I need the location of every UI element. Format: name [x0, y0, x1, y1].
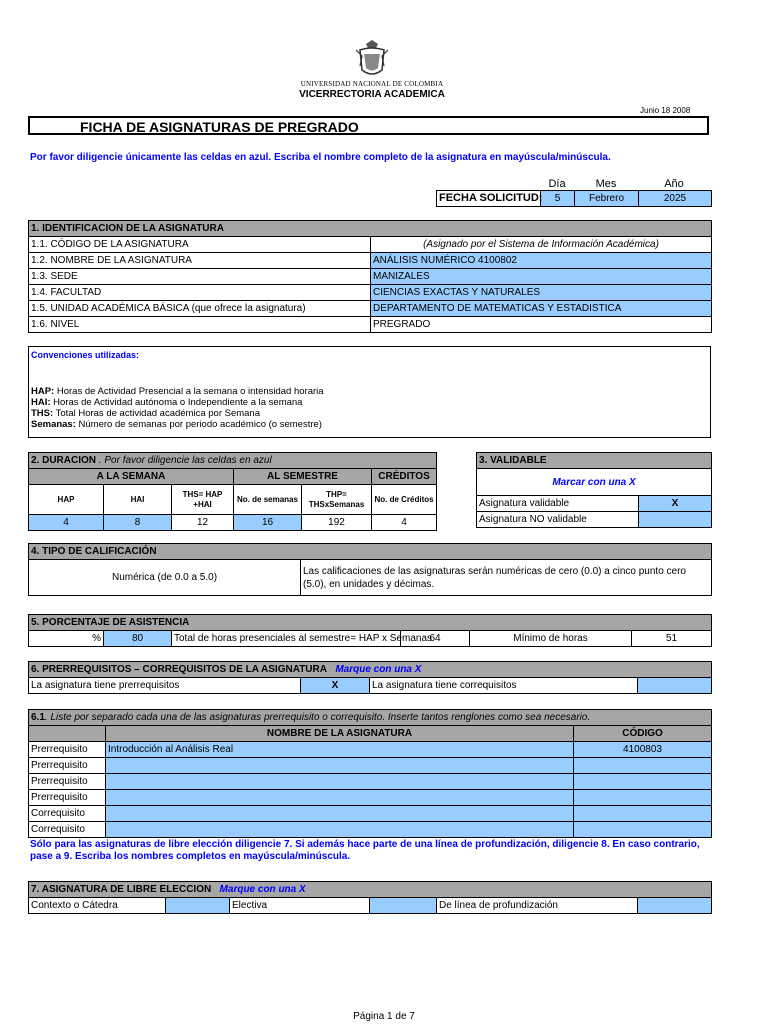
table-row [29, 758, 712, 774]
electiva-checkbox[interactable] [370, 898, 437, 914]
mes-label: Mes [595, 178, 617, 190]
convenciones-box [28, 346, 711, 438]
creditos-header: CRÉDITOS [372, 469, 437, 485]
validable-table [476, 452, 712, 528]
tiene-prerrequisitos-label: La asignatura tiene prerrequisitos [29, 678, 301, 694]
table-row [29, 806, 712, 822]
convencion-semanas: Semanas: Número de semanas por periodo académico (o semestre) [31, 419, 322, 430]
creditos-value: 4 [372, 515, 437, 531]
hap-header: HAP [29, 485, 104, 515]
total-horas-label: Total de horas presenciales al semestre= HAP x Semanas [172, 631, 401, 647]
unidad-input[interactable]: DEPARTAMENTO DE MATEMATICAS Y ESTADISTICA [371, 301, 712, 317]
hai-input[interactable]: 8 [104, 515, 172, 531]
nivel-value: PREGRADO [371, 317, 712, 333]
validable-title: 3. VALIDABLE [477, 453, 712, 469]
calificacion-type: Numérica (de 0.0 a 5.0) [29, 560, 301, 596]
codigo-value: (Asignado por el Sistema de Información Académica) [371, 237, 712, 253]
tipo-cell: Prerrequisito [29, 758, 106, 774]
linea-profundizacion-label: De línea de profundización [437, 898, 638, 914]
pct-label: % [29, 631, 104, 647]
contexto-catedra-label: Contexto o Cátedra [29, 898, 166, 914]
sede-label: 1.3. SEDE [29, 269, 371, 285]
duracion-title: 2. DURACION . Por favor diligencie las celdas en azul [29, 453, 437, 469]
tipo-cell: Prerrequisito [29, 790, 106, 806]
nombre-label: 1.2. NOMBRE DE LA ASIGNATURA [29, 253, 371, 269]
tipo-cell: Prerrequisito [29, 774, 106, 790]
tipo-cell: Correquisito [29, 822, 106, 838]
validable-label: Asignatura validable [477, 496, 639, 512]
prerrequisitos-title: 6. PRERREQUISITOS – CORREQUISITOS DE LA ASIGNATURA Marque con una X [29, 662, 712, 678]
convencion-hap: HAP: Horas de Actividad Presencial a la semana o intensidad horaria [31, 386, 324, 397]
nombre-asignatura-input[interactable] [106, 822, 574, 838]
tiene-correquisitos-label: La asignatura tiene correquisitos [370, 678, 638, 694]
nombre-asignatura-input[interactable] [106, 758, 574, 774]
thp-header: THP= THSxSemanas [302, 485, 372, 515]
calificacion-description: Las calificaciones de las asignaturas serán numéricas de cero (0.0) a cinco punto cero (5.0), en unidades y décimas. [301, 560, 712, 596]
page-title-box [28, 116, 709, 135]
nombre-asignatura-input[interactable] [106, 774, 574, 790]
codigo-input[interactable] [574, 806, 712, 822]
codigo-header: CÓDIGO [574, 726, 712, 742]
sede-input[interactable]: MANIZALES [371, 269, 712, 285]
libre-eleccion-title: 7. ASIGNATURA DE LIBRE ELECCION Marque con una X [29, 882, 712, 898]
fecha-ano-input[interactable]: 2025 [639, 191, 712, 207]
minimo-horas-label: Mínimo de horas [470, 631, 632, 647]
thp-value: 192 [302, 515, 372, 531]
convenciones-title: Convenciones utilizadas: [31, 350, 140, 360]
fecha-mes-input[interactable]: Febrero [575, 191, 639, 207]
pct-input[interactable]: 80 [104, 631, 172, 647]
facultad-input[interactable]: CIENCIAS EXACTAS Y NATURALES [371, 285, 712, 301]
calificacion-title: 4. TIPO DE CALIFICACIÓN [29, 544, 712, 560]
minimo-horas-value: 51 [632, 631, 712, 647]
nombre-asignatura-input[interactable]: Introducción al Análisis Real [106, 742, 574, 758]
num-creditos-header: No. de Créditos [372, 485, 437, 515]
libre-eleccion-note: Sólo para las asignaturas de libre elección diligencie 7. Si además hace parte de una línea de profundización, diligencie 8. En caso contrario, pase a 9. Escriba los nombres completos en mayúscula/minúscula. [30, 839, 700, 862]
tipo-cell: Correquisito [29, 806, 106, 822]
table-row [29, 790, 712, 806]
convencion-ths: THS: Total Horas de actividad académica por Semana [31, 408, 261, 419]
unidad-label: 1.5. UNIDAD ACADÉMICA BÁSICA (que ofrece la asignatura) [29, 301, 371, 317]
a-la-semana-header: A LA SEMANA [29, 469, 234, 485]
facultad-label: 1.4. FACULTAD [29, 285, 371, 301]
hai-header: HAI [104, 485, 172, 515]
identificacion-title: 1. IDENTIFICACION DE LA ASIGNATURA [29, 221, 712, 237]
nombre-asignatura-input[interactable] [106, 806, 574, 822]
codigo-input[interactable]: 4100803 [574, 742, 712, 758]
instructions-text: Por favor diligencie únicamente las celdas en azul. Escriba el nombre completo de la asignatura en mayúscula/minúscula. [30, 152, 611, 163]
linea-profundizacion-checkbox[interactable] [638, 898, 712, 914]
validable-checkbox[interactable]: X [639, 496, 712, 512]
codigo-input[interactable] [574, 790, 712, 806]
hap-input[interactable]: 4 [29, 515, 104, 531]
identificacion-table [28, 220, 712, 333]
convencion-hai: HAI: Horas de Actividad autónoma o Independiente a la semana [31, 397, 303, 408]
calificacion-table [28, 543, 712, 596]
no-validable-label: Asignatura NO validable [477, 512, 639, 528]
nombre-input[interactable]: ANÁLISIS NUMÉRICO 4100802 [371, 253, 712, 269]
table-row [29, 822, 712, 838]
codigo-input[interactable] [574, 758, 712, 774]
lista-title: 6.1. Liste por separado cada una de las asignaturas prerrequisito o correquisito. Inserte tantos renglones como sea necesario. [29, 710, 712, 726]
codigo-input[interactable] [574, 774, 712, 790]
dia-label: Día [548, 178, 566, 190]
tiene-correquisitos-checkbox[interactable] [638, 678, 712, 694]
university-name: UNIVERSIDAD NACIONAL DE COLOMBIA [300, 80, 444, 88]
fecha-dia-input[interactable]: 5 [541, 191, 575, 207]
no-validable-checkbox[interactable] [639, 512, 712, 528]
semanas-input[interactable]: 16 [234, 515, 302, 531]
validable-instruction: Marcar con una X [477, 469, 712, 496]
libre-eleccion-table [28, 881, 712, 914]
form-date: Junio 18 2008 [640, 106, 691, 115]
asistencia-table [28, 614, 712, 647]
tipo-cell: Prerrequisito [29, 742, 106, 758]
prerrequisitos-table [28, 661, 712, 694]
al-semestre-header: AL SEMESTRE [234, 469, 372, 485]
codigo-input[interactable] [574, 822, 712, 838]
table-row [29, 774, 712, 790]
total-horas-value: 64 [401, 631, 470, 647]
nombre-asignatura-input[interactable] [106, 790, 574, 806]
asistencia-title: 5. PORCENTAJE DE ASISTENCIA [29, 615, 712, 631]
ths-header: THS= HAP +HAI [172, 485, 234, 515]
electiva-label: Electiva [230, 898, 370, 914]
nivel-label: 1.6. NIVEL [29, 317, 371, 333]
nombre-asignatura-header: NOMBRE DE LA ASIGNATURA [106, 726, 574, 742]
page-title: FICHA DE ASIGNATURAS DE PREGRADO [80, 119, 359, 135]
tiene-prerrequisitos-checkbox[interactable]: X [301, 678, 370, 694]
university-seal-logo [352, 36, 392, 80]
vicerrectoria-label: VICERRECTORIA ACADEMICA [299, 89, 445, 100]
codigo-label: 1.1. CÓDIGO DE LA ASIGNATURA [29, 237, 371, 253]
ths-value: 12 [172, 515, 234, 531]
table-row [29, 742, 712, 758]
lista-asignaturas-table [28, 709, 712, 838]
fecha-solicitud-label: FECHA SOLICITUD: [437, 191, 541, 207]
semanas-header: No. de semanas [234, 485, 302, 515]
page-number: Página 1 de 7 [353, 1011, 415, 1022]
ano-label: Año [664, 178, 684, 190]
contexto-catedra-checkbox[interactable] [166, 898, 230, 914]
duracion-table [28, 452, 437, 531]
fecha-table [436, 190, 712, 207]
